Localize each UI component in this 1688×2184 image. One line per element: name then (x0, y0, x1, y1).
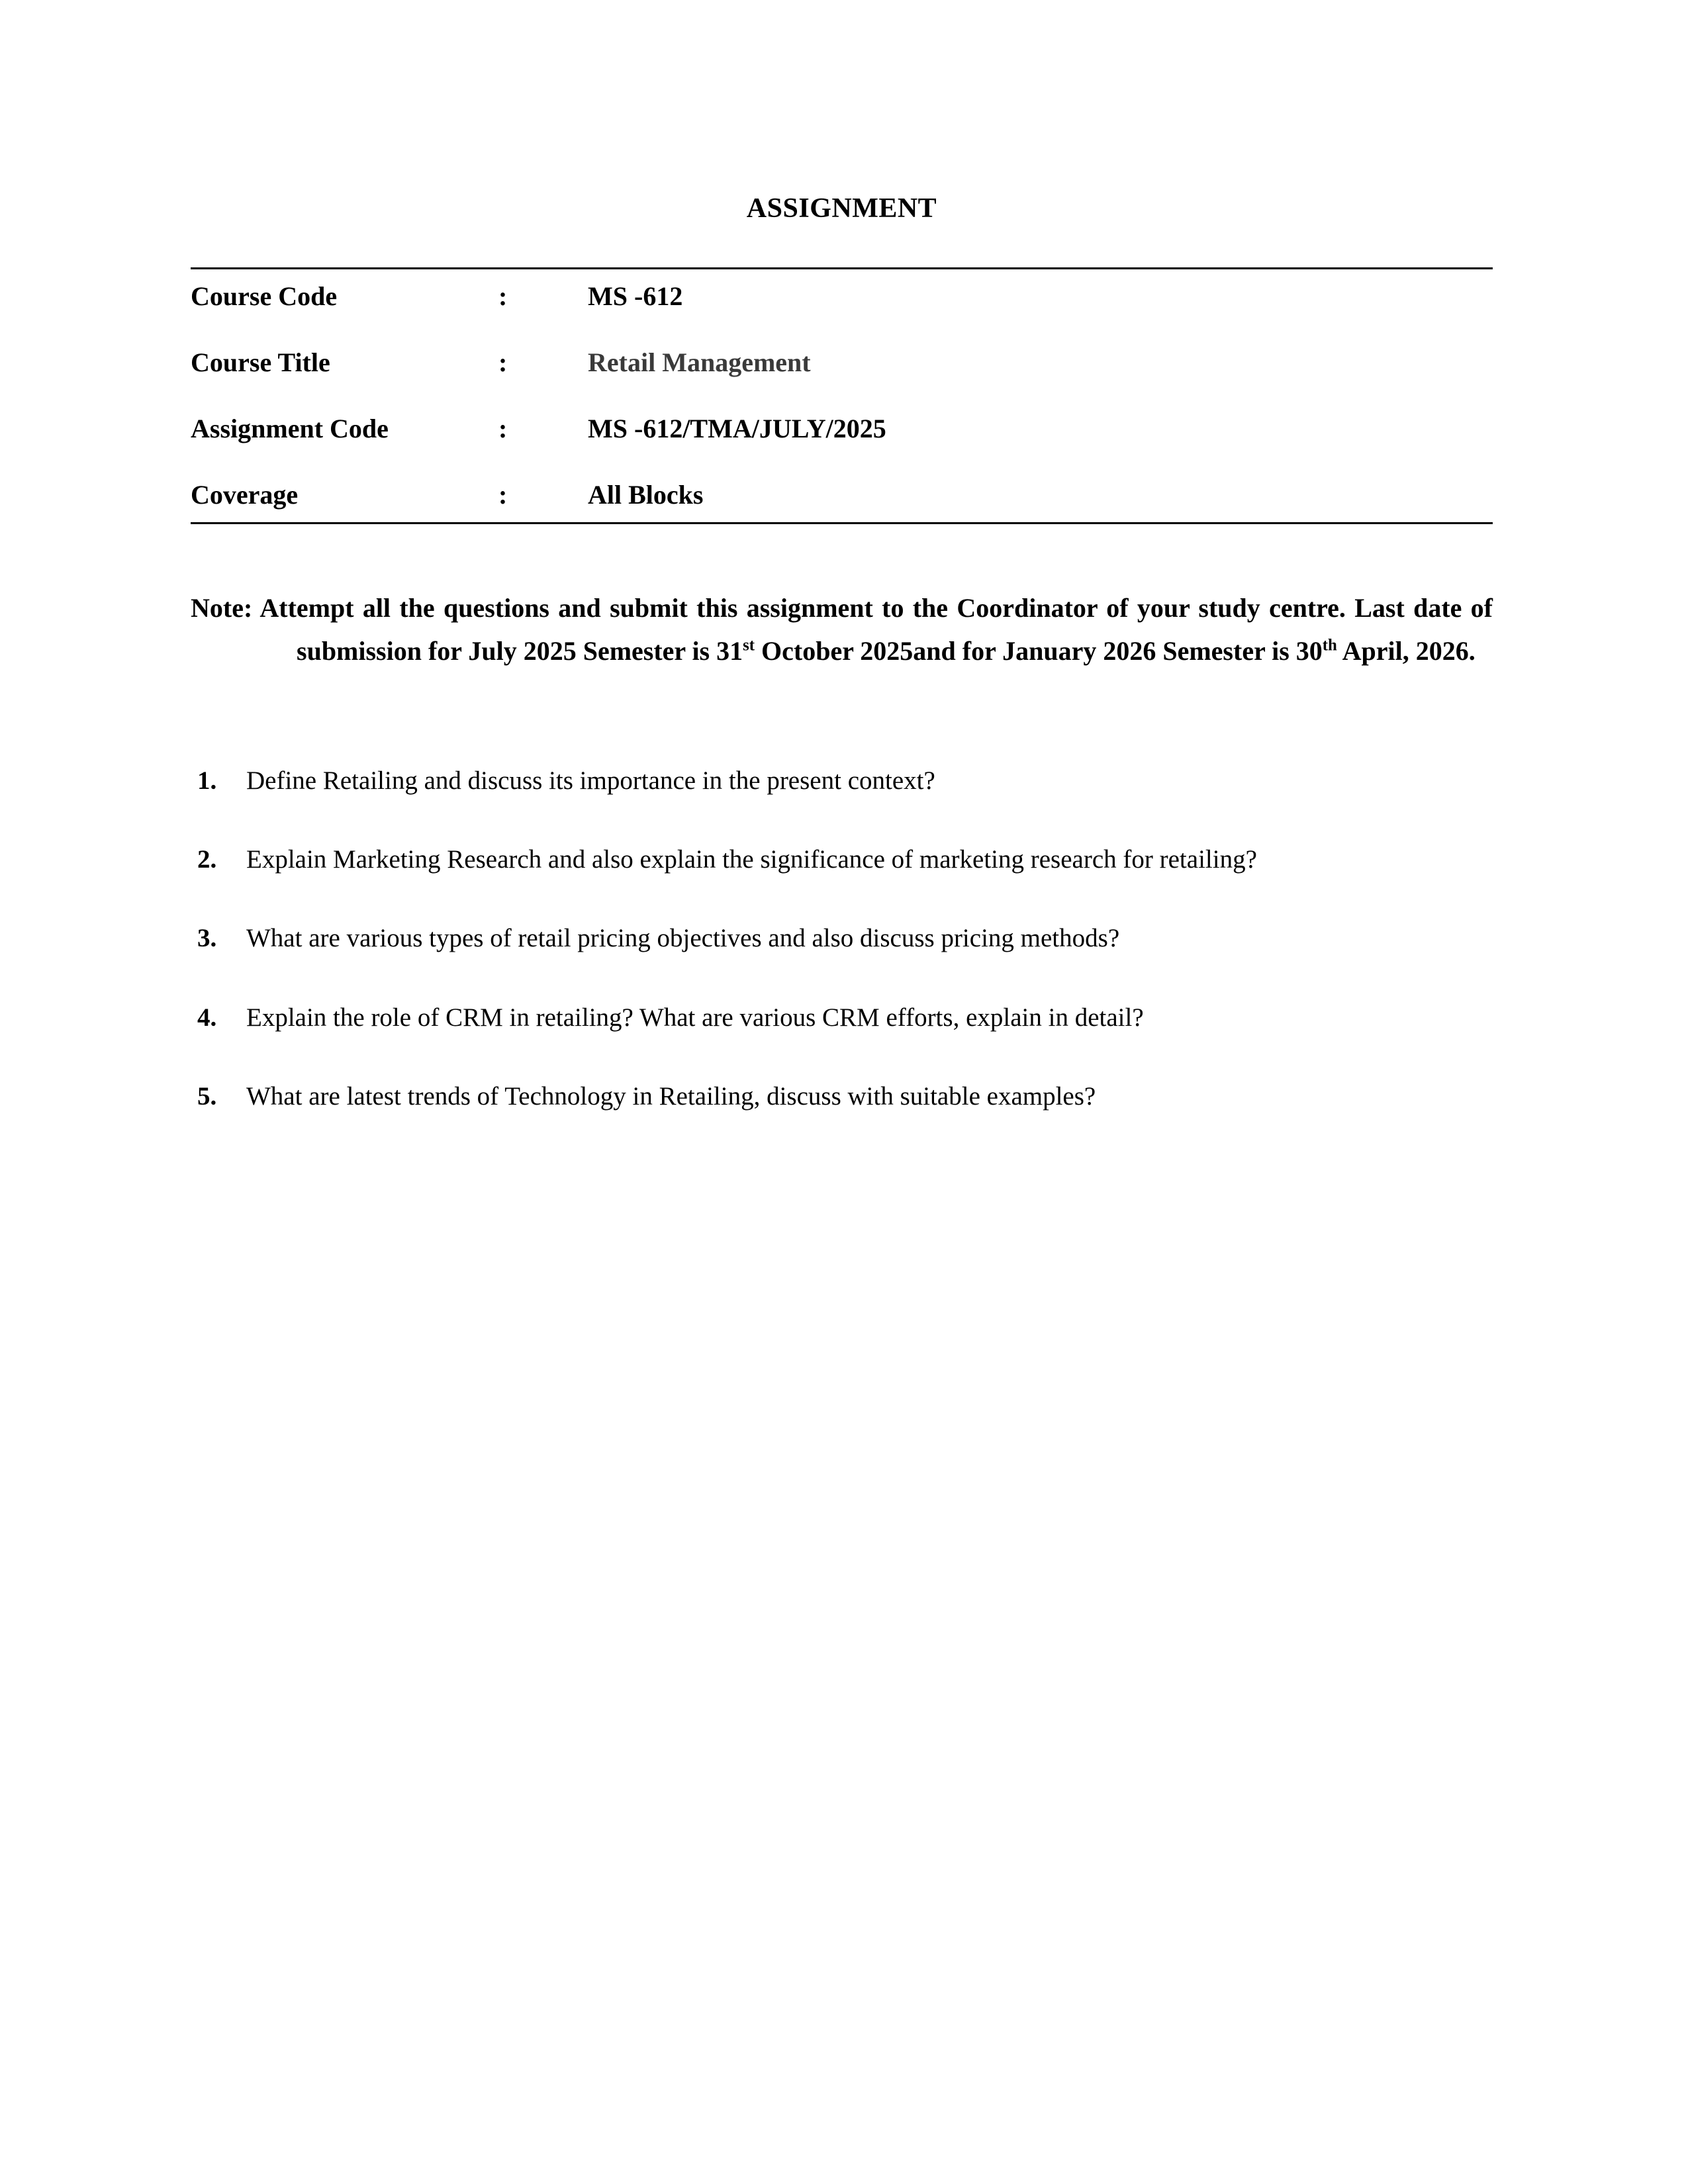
table-row (191, 482, 1493, 548)
note-text-part1: Note: Attempt all the questions and submit this assignment to the Coordinator of your study centre. Last date of submission for July 2025 Semester is 31 (191, 593, 1493, 666)
colon-separator: : (498, 480, 508, 510)
table-row (191, 416, 1493, 482)
question-text: Define Retailing and discuss its importance in the present context? (246, 766, 935, 795)
coverage-value: All Blocks (588, 480, 704, 510)
note-text-part2: October 2025and for January 2026 Semester is 30 (755, 635, 1323, 666)
list-item (191, 760, 1493, 801)
colon-separator: : (498, 414, 508, 443)
page-title: ASSIGNMENT (746, 193, 937, 224)
question-text: What are various types of retail pricing objectives and also discuss pricing methods? (246, 924, 1120, 953)
course-code-value: MS -612 (588, 281, 683, 311)
question-text: What are latest trends of Technology in Retailing, discuss with suitable examples? (246, 1081, 1096, 1111)
header-divider-bottom (191, 522, 1493, 524)
question-number: 5. (197, 1081, 217, 1111)
question-number: 2. (197, 845, 217, 874)
list-item (191, 997, 1493, 1038)
note-text-part3: April, 2026. (1336, 635, 1476, 666)
question-number: 1. (197, 766, 217, 795)
course-code-label: Course Code (191, 281, 338, 311)
course-title-value: Retail Management (588, 347, 811, 377)
list-item (191, 917, 1493, 959)
assignment-code-label: Assignment Code (191, 414, 389, 443)
questions-list (191, 760, 1493, 1117)
list-item (191, 839, 1493, 880)
coverage-label: Coverage (191, 480, 299, 510)
list-item (191, 1075, 1493, 1117)
assignment-code-value: MS -612/TMA/JULY/2025 (588, 414, 886, 443)
question-text: Explain the role of CRM in retailing? What are various CRM efforts, explain in detail? (246, 1003, 1144, 1032)
question-number: 4. (197, 1003, 217, 1032)
ordinal-suffix-th: th (1322, 636, 1337, 655)
course-title-label: Course Title (191, 347, 330, 377)
question-number: 3. (197, 924, 217, 953)
colon-separator: : (498, 347, 508, 377)
table-row (191, 283, 1493, 349)
submission-note (191, 587, 1493, 673)
course-details-table (191, 283, 1493, 548)
table-row (191, 349, 1493, 416)
header-divider-top (191, 267, 1493, 269)
question-text: Explain Marketing Research and also explain the significance of marketing research for retailing? (246, 845, 1257, 874)
colon-separator: : (498, 281, 508, 311)
ordinal-suffix-st: st (743, 636, 755, 655)
